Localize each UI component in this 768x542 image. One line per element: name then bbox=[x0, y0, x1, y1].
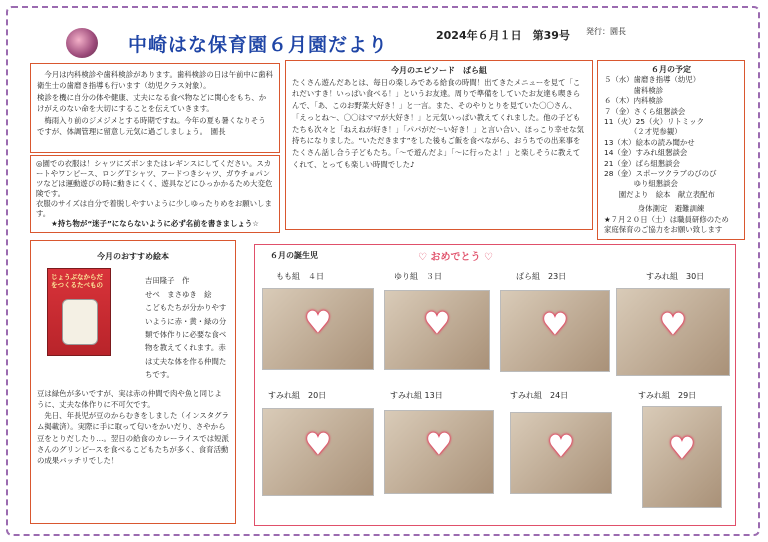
schedule-item: 14（金）すみれ組懇談会 bbox=[604, 148, 688, 158]
heart-icon: ♥ bbox=[423, 306, 451, 342]
heart-icon: ♥ bbox=[541, 307, 569, 343]
heart-icon: ♥ bbox=[659, 307, 687, 343]
schedule-item: 21（金）ばら組懇談会 bbox=[604, 158, 680, 168]
episode-text: たくさん遊んだあとは、毎日の楽しみである給食の時間！出てきたメニューを見て「これだいすき！いっぱい食べる！」というお友達。周りで準備をしていたお友達も喫きらんで、「あ、このお野菜大好き！」と一言。また、そのやりとりを見ていた〇〇さん、「えっとね～、〇〇はママが大好き！」と元気いっぱい教えてくれました。他の子どもたちも次々と「ねえねが好き！」「パパがだ～い好き！」と言い合い、ほっこり幸せな気持ちになりました。“いただきます”をした後もご飯を食べながら、おうちでの出来事をたくさん話し合う子どもたち。「～で遊んだよ」「～に行ったよ！」と楽しそうに教えてくれて、とっても楽しい時間でした♪ bbox=[292, 77, 584, 169]
kid-photo bbox=[510, 412, 612, 494]
schedule-note: 家庭保育のご協力をお願い致します bbox=[604, 225, 723, 235]
clothes-p1: ◎園での衣服は！シャツにズボンまたはレギンスにしてください。スカートやワンピース、ロングＴシャツ、フードつきシャツ、ガウチョパンツなどは運動遊びの時に動きにくく、遊具などにひっかかるため大変危険です。 bbox=[36, 159, 273, 198]
clothes-p2: 衣服のサイズは自分で着脱しやすいように少しゆったりめをお願いします。 bbox=[36, 199, 272, 218]
heart-icon: ♥ bbox=[668, 431, 696, 467]
intro-p1: 今月は内科検診や歯科検診があります。歯科検診の日は午前中に歯科衛生士の歯磨き指導も行います（幼児クラス対象）。 bbox=[37, 70, 273, 91]
heart-icon: ♥ bbox=[304, 427, 332, 463]
schedule-item: 歯科検診 bbox=[604, 85, 664, 95]
schedule-heading: ６月の予定 bbox=[651, 65, 691, 74]
schedule-item: 11（火）25（火）リトミック bbox=[604, 117, 704, 127]
kid-photo bbox=[642, 406, 722, 508]
schedule-item: 13（木）絵本の読み聞かせ bbox=[604, 137, 695, 147]
schedule-item: ６（木）内科検診 bbox=[604, 96, 664, 106]
kid-photo bbox=[262, 288, 374, 370]
page-title: 中崎はな保育園６月園だより bbox=[128, 34, 389, 56]
schedule-item: ゆり組懇談会 bbox=[604, 179, 678, 189]
intro-p2: 検診を機に自分の体や健康、丈夫になる食べ物などに関心をもち、かけがえのない命を大切にすることを伝えていきます。 bbox=[37, 92, 267, 114]
kid-label: ばら組 23日 bbox=[516, 272, 567, 281]
schedule-item: 園だより 絵本 献立表配布 bbox=[604, 189, 715, 199]
kid-photo bbox=[616, 288, 730, 376]
book-heading: 今月のおすすめ絵本 bbox=[96, 252, 170, 261]
congrats-label: ♡ おめでとう ♡ bbox=[418, 252, 493, 263]
intro-p3: 梅雨入り前のジメジメとする時期ですね。今年の夏も暑くなりそうですが、体調管理に留意し元気に過ごしましょう。 園長 bbox=[37, 115, 266, 137]
kid-photo bbox=[262, 408, 374, 496]
heart-icon: ♥ bbox=[304, 305, 332, 341]
book-illustrator: せべ まさゆき 絵 bbox=[145, 289, 212, 299]
schedule-item: （２才児参観） bbox=[604, 127, 682, 137]
kid-photo bbox=[384, 290, 490, 370]
book-p3: 先日、年長児が豆のからむきをしました（インスタグラム掲載済）。実際に手に取って匂いをかいだり、さやから豆をとりだしたり…。翌日の給食のカレーライスでは短派さんのグリンピースを食べるこどもたちが多く、食育活動の成果バッチリでした！ bbox=[37, 411, 229, 466]
kid-label: すみれ組 24日 bbox=[510, 391, 569, 400]
schedule-box bbox=[597, 60, 745, 240]
birthday-heading: ６月の誕生児 bbox=[270, 251, 318, 260]
kid-label: ゆり組 ３日 bbox=[394, 272, 442, 281]
book-description: こどもたちが分かりやすいように赤・黄・緑の分類で体作りに必要な食べ物を教えてくれます。赤は丈夫な体を作る仲間たちです。 bbox=[145, 303, 227, 380]
heart-icon: ♥ bbox=[547, 429, 575, 465]
schedule-item: ５（水）歯磨き指導（幼児） bbox=[604, 75, 701, 85]
schedule-note: ★７月２０日（土）は職員研修のため bbox=[604, 214, 729, 224]
issue-date: 2024年６月１日 第39号 bbox=[436, 29, 570, 42]
schedule-item: ７（金）さくら組懇談会 bbox=[604, 106, 686, 116]
flower-logo-icon bbox=[66, 28, 98, 58]
kid-label: すみれ組 20日 bbox=[268, 391, 327, 400]
book-cover-image: じょうぶなからだをつくるたべもの bbox=[47, 268, 111, 356]
issuer: 発行：園長 bbox=[586, 27, 626, 36]
jar-illustration bbox=[62, 299, 98, 345]
kid-label: すみれ組 29日 bbox=[638, 391, 697, 400]
kid-label: もも組 ４日 bbox=[276, 272, 324, 281]
schedule-item: 28（金）スポーツクラブのびのび bbox=[604, 169, 717, 179]
book-author: 吉田隆子 作 bbox=[145, 276, 190, 286]
kid-photo bbox=[384, 410, 494, 494]
kid-label: すみれ組 13日 bbox=[390, 391, 443, 400]
episode-heading: 今月のエピソード ばら組 bbox=[391, 66, 487, 75]
kid-label: すみれ組 30日 bbox=[646, 272, 705, 281]
schedule-note: 身体測定 避難訓練 bbox=[637, 204, 705, 214]
clothes-box bbox=[30, 155, 280, 233]
kid-photo bbox=[500, 290, 610, 372]
book-p2: 豆は緑色が多いですが、実は赤の仲間で肉や魚と同じように、丈夫な体作りに不可欠です。 bbox=[37, 388, 222, 409]
episode-box bbox=[285, 60, 593, 230]
heart-icon: ♥ bbox=[425, 427, 453, 463]
clothes-p3: ★持ち物が“迷子”にならないように必ず名前を書きましょう☆ bbox=[51, 219, 259, 228]
intro-box bbox=[30, 63, 280, 153]
